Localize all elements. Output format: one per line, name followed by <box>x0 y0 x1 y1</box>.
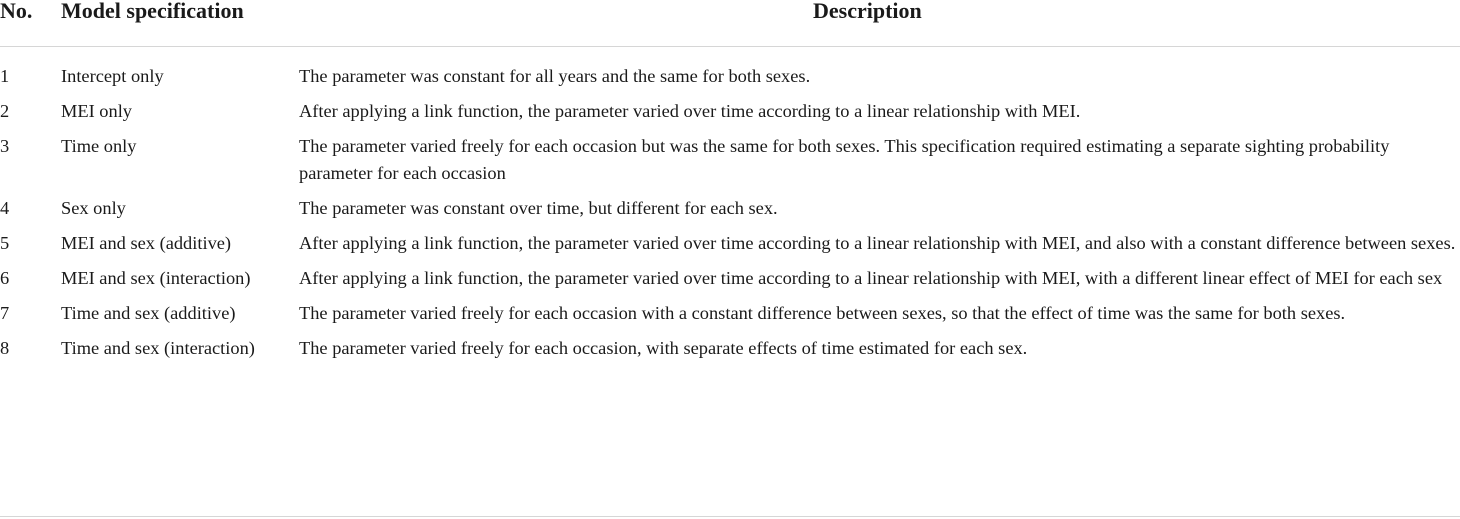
table-bottom-rule <box>0 516 1460 517</box>
row-number: 2 <box>0 101 10 121</box>
row-model: MEI only <box>61 101 133 121</box>
row-model: MEI and sex (additive) <box>61 233 232 253</box>
row-number: 7 <box>0 303 10 323</box>
table-row <box>0 265 1460 292</box>
row-description: The parameter was constant for all years and the same for both sexes. <box>299 66 811 86</box>
table-row <box>0 195 1460 222</box>
row-description: The parameter varied freely for each occasion but was the same for both sexes. This specification required estimating a separate sighting probability parameter for each occasion <box>299 136 1390 183</box>
row-model: Time and sex (interaction) <box>61 338 255 358</box>
row-description: The parameter varied freely for each occasion with a constant difference between sexes, so that the effect of time was the same for both sexes. <box>299 303 1346 323</box>
row-description: After applying a link function, the parameter varied over time according to a linear relationship with MEI, and also with a constant difference between sexes. <box>299 233 1456 253</box>
row-model: MEI and sex (interaction) <box>61 268 251 288</box>
header-description: Description <box>813 0 922 23</box>
row-description: The parameter varied freely for each occasion, with separate effects of time estimated for each sex. <box>299 338 1028 358</box>
row-number: 1 <box>0 66 10 86</box>
row-number: 5 <box>0 233 10 253</box>
row-number: 3 <box>0 136 10 156</box>
table-row <box>0 98 1460 125</box>
table-row <box>0 335 1460 362</box>
header-no: No. <box>0 0 33 23</box>
row-number: 6 <box>0 268 10 288</box>
row-model: Time only <box>61 136 137 156</box>
table-row <box>0 63 1460 90</box>
row-description: The parameter was constant over time, but different for each sex. <box>299 198 778 218</box>
table-row <box>0 300 1460 327</box>
table-row <box>0 230 1460 257</box>
row-description: After applying a link function, the parameter varied over time according to a linear relationship with MEI, with a different linear effect of MEI for each sex <box>299 268 1443 288</box>
header-model-specification: Model specification <box>61 0 244 23</box>
row-model: Sex only <box>61 198 126 218</box>
table-body <box>0 47 1460 362</box>
row-model: Intercept only <box>61 66 164 86</box>
row-number: 4 <box>0 198 10 218</box>
table-header <box>0 0 1460 47</box>
row-description: After applying a link function, the parameter varied over time according to a linear relationship with MEI. <box>299 101 1081 121</box>
row-number: 8 <box>0 338 10 358</box>
table-row <box>0 133 1460 187</box>
row-model: Time and sex (additive) <box>61 303 236 323</box>
